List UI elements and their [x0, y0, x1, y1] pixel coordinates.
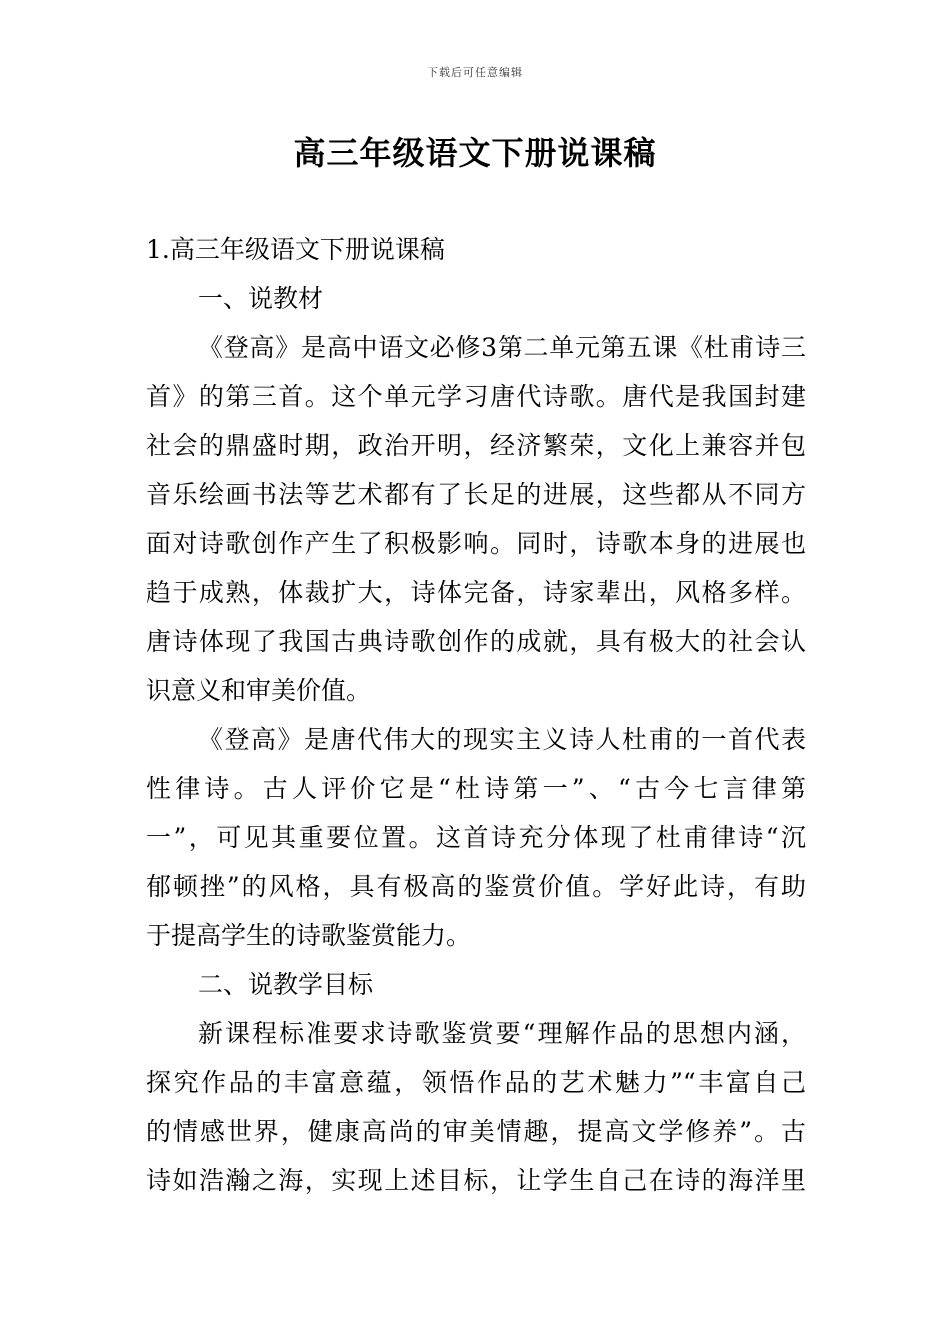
body-line: 一”，可见其重要位置。这首诗充分体现了杜甫律诗“沉	[146, 823, 806, 852]
body-line: 《登高》是唐代伟大的现实主义诗人杜甫的一首代表	[198, 725, 806, 754]
body-line: 唐诗体现了我国古典诗歌创作的成就，具有极大的社会认	[146, 627, 806, 656]
body-line: 的情感世界，健康高尚的审美情趣，提高文学修养”。古	[146, 1117, 806, 1146]
document-title: 高三年级语文下册说课稿	[293, 134, 657, 172]
body-line: 音乐绘画书法等艺术都有了长足的进展，这些都从不同方	[146, 480, 806, 509]
header-note: 下载后可任意编辑	[427, 66, 523, 79]
body-line: 二、说教学目标	[198, 970, 374, 999]
body-line: 1.高三年级语文下册说课稿	[146, 235, 445, 264]
body-line: 一、说教材	[198, 284, 324, 313]
body-line: 性律诗。古人评价它是“杜诗第一”、“古今七言律第	[146, 774, 806, 803]
body-line: 首》的第三首。这个单元学习唐代诗歌。唐代是我国封建	[146, 382, 806, 411]
body-line: 新课程标准要求诗歌鉴赏要“理解作品的思想内涵，	[198, 1019, 806, 1048]
body-line: 探究作品的丰富意蕴，领悟作品的艺术魅力”“丰富自己	[146, 1068, 806, 1097]
body-line: 诗如浩瀚之海，实现上述目标，让学生自己在诗的海洋里	[146, 1166, 806, 1195]
body-line: 识意义和审美价值。	[146, 676, 372, 705]
document-body	[146, 225, 806, 1205]
body-line: 《登高》是高中语文必修3第二单元第五课《杜甫诗三	[198, 333, 806, 362]
body-line: 郁顿挫”的风格，具有极高的鉴赏价值。学好此诗，有助	[146, 872, 806, 901]
body-line: 面对诗歌创作产生了积极影响。同时，诗歌本身的进展也	[146, 529, 806, 558]
body-line: 趋于成熟，体裁扩大，诗体完备，诗家辈出，风格多样。	[146, 578, 806, 607]
body-line: 于提高学生的诗歌鉴赏能力。	[146, 921, 472, 950]
body-line: 社会的鼎盛时期，政治开明，经济繁荣，文化上兼容并包	[146, 431, 806, 460]
